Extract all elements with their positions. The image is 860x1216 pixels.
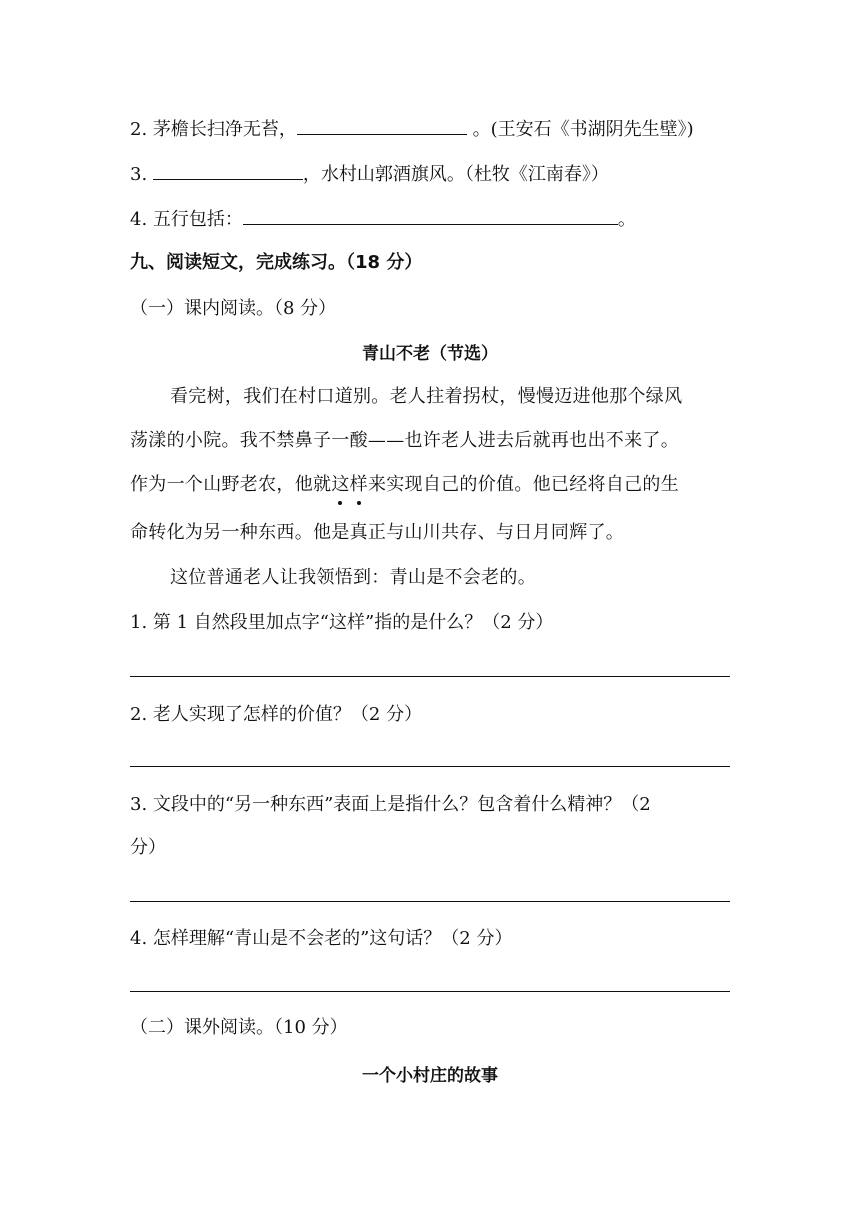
- part-label-extracurricular: （二）课外阅读。（10 分）: [130, 1017, 348, 1038]
- answer-blank[interactable]: [153, 161, 303, 180]
- answer-line[interactable]: [130, 991, 730, 992]
- answer-line[interactable]: [130, 766, 730, 767]
- reading-question-1: 1. 第 1 自然段里加点字“这样”指的是什么？（2 分）: [130, 612, 554, 633]
- question-number: 3.: [130, 164, 153, 185]
- reading-question-3-continued: 分）: [130, 837, 166, 858]
- answer-line[interactable]: [130, 676, 730, 677]
- reading-question-2: 2. 老人实现了怎样的价值？（2 分）: [130, 704, 423, 725]
- passage-line: 荡漾的小院。我不禁鼻子一酸——也许老人进去后就再也出不来了。: [130, 430, 679, 451]
- section-heading: 九、阅读短文，完成练习。（18 分）: [130, 252, 423, 273]
- part-label-in-class: （一）课内阅读。（8 分）: [130, 298, 337, 319]
- answer-blank[interactable]: [243, 206, 618, 225]
- reading-question-3: 3. 文段中的“另一种东西”表面上是指什么？包含着什么精神？（2: [130, 794, 651, 815]
- question-text: 2. 茅檐长扫净无苔，: [130, 119, 297, 140]
- passage-title: 青山不老（节选）: [362, 344, 498, 364]
- question-source: 。(王安石《书湖阴先生壁》): [466, 119, 694, 140]
- passage-text: 作为一个山野老农，他就: [130, 474, 332, 495]
- question-text: 4. 五行包括：: [130, 209, 243, 230]
- passage-line: 命转化为另一种东西。他是真正与山川共存、与日月同辉了。: [130, 522, 625, 543]
- answer-blank[interactable]: [297, 116, 467, 135]
- dotted-character: 样: [349, 474, 368, 495]
- answer-line[interactable]: [130, 901, 730, 902]
- reading-question-4: 4. 怎样理解“青山是不会老的”这句话？（2 分）: [130, 928, 513, 949]
- passage-line: 这位普通老人让我领悟到：青山是不会老的。: [170, 567, 536, 588]
- fill-question-4: [130, 206, 636, 232]
- fill-question-3: [130, 161, 609, 187]
- passage-title-2: 一个小村庄的故事: [362, 1066, 498, 1086]
- question-end: 。: [617, 209, 636, 230]
- fill-question-2: [130, 116, 694, 142]
- passage-line: 看完树，我们在村口道别。老人拄着拐杖，慢慢迈进他那个绿风: [170, 386, 683, 407]
- passage-line-with-dots: [130, 473, 679, 497]
- dotted-character: 这: [331, 474, 350, 495]
- passage-text: 来实现自己的价值。他已经将自己的生: [367, 474, 680, 495]
- question-text: ，水村山郭酒旗风。（杜牧《江南春》）: [302, 164, 609, 185]
